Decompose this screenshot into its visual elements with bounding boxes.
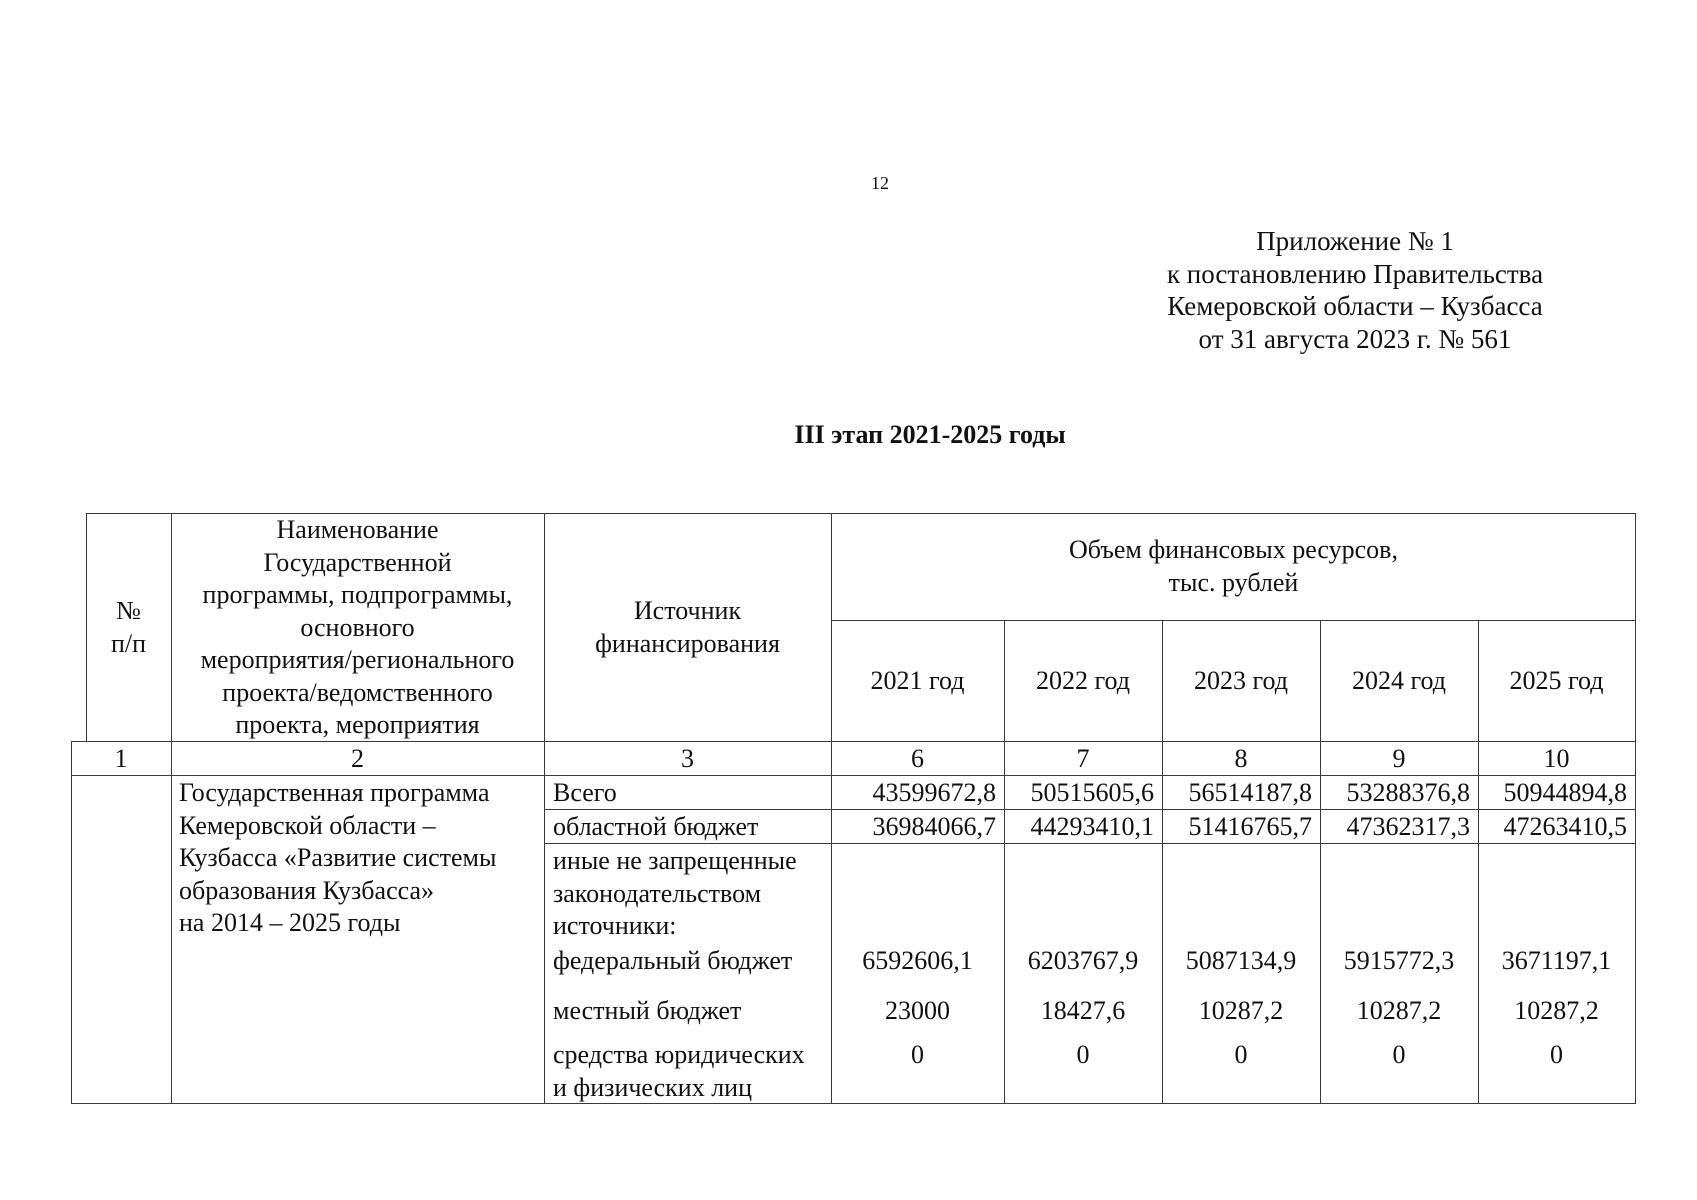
- table-value: 18427,6: [1040, 996, 1126, 1025]
- appendix-line: от 31 августа 2023 г. № 561: [1198, 323, 1512, 354]
- source-label-line: иные не запрещенные: [553, 846, 797, 875]
- source-label-line: средства юридических: [553, 1040, 805, 1069]
- stage-title: III этап 2021-2025 годы: [794, 420, 1066, 449]
- header-name-line: проекта/ведомственного: [222, 677, 493, 707]
- table-border: [831, 620, 1636, 621]
- header-volume: [831, 534, 1636, 599]
- header-source: [544, 595, 831, 660]
- source-label: [553, 845, 797, 943]
- header-name-line: проекта, мероприятия: [235, 710, 480, 739]
- table-value: 36984066,7: [872, 812, 996, 841]
- table-value: 0: [1550, 1040, 1563, 1069]
- header-num-line: №: [116, 596, 141, 625]
- header-source-line: финансирования: [595, 628, 780, 658]
- header-source-line: Источник: [633, 596, 742, 625]
- header-name-line: Государственной: [263, 547, 452, 577]
- appendix-line: Приложение № 1: [1256, 226, 1454, 256]
- source-label-line: законодательством: [553, 878, 762, 908]
- appendix-block: [1115, 225, 1595, 355]
- source-label: федеральный бюджет: [553, 946, 793, 975]
- table-value: 0: [1392, 1040, 1406, 1069]
- table-value: 44293410,1: [1030, 812, 1154, 841]
- table-value: 5915772,3: [1343, 946, 1455, 975]
- column-number: 1: [114, 744, 128, 773]
- source-label: областной бюджет: [553, 812, 759, 841]
- program-name-line: Кемеровской области –: [179, 810, 436, 840]
- header-volume-line: тыс. рублей: [1168, 567, 1299, 597]
- header-year: 2021 год: [870, 666, 965, 695]
- table-value: 10287,2: [1356, 996, 1442, 1025]
- table-value: 47263410,5: [1503, 812, 1627, 841]
- header-year: 2024 год: [1352, 666, 1446, 695]
- program-name: [179, 777, 496, 940]
- table-value: 51416765,7: [1188, 812, 1312, 841]
- column-number: 3: [681, 744, 694, 773]
- program-name-line: на 2014 – 2025 годы: [179, 908, 401, 937]
- header-year: 2022 год: [1036, 666, 1130, 695]
- source-label-line: источники:: [553, 911, 677, 940]
- table-value: 6203767,9: [1027, 946, 1139, 975]
- table-value: 50515605,6: [1030, 778, 1154, 807]
- table-value: 56514187,8: [1188, 778, 1312, 807]
- program-name-line: Кузбасса «Развитие системы: [179, 843, 497, 872]
- column-number: 7: [1076, 744, 1090, 773]
- header-year: 2023 год: [1194, 666, 1288, 695]
- table-value: 5087134,9: [1185, 946, 1297, 975]
- header-name-line: Наименование: [276, 515, 439, 544]
- table-value: 10287,2: [1514, 996, 1599, 1025]
- table-value: 23000: [885, 996, 950, 1025]
- table-value: 10287,2: [1198, 996, 1284, 1025]
- program-name-line: Государственная программа: [179, 778, 490, 807]
- header-num: [86, 595, 171, 660]
- table-value: 0: [911, 1040, 924, 1069]
- source-label-line: и физических лиц: [553, 1072, 753, 1102]
- header-name-line: программы, подпрограммы,: [202, 580, 513, 609]
- column-number: 10: [1543, 744, 1570, 773]
- table-value: 43599672,8: [872, 778, 996, 807]
- header-name-line: мероприятия/регионального: [200, 645, 515, 674]
- column-number: 6: [911, 744, 924, 773]
- table-border: [71, 741, 72, 1103]
- program-name-line: образования Кузбасса»: [179, 875, 435, 905]
- source-label: местный бюджет: [553, 996, 742, 1025]
- table-value: 50944894,8: [1503, 778, 1627, 807]
- column-number: 2: [351, 744, 364, 773]
- appendix-line: к постановлению Правительства: [1166, 258, 1544, 289]
- header-num-line: п/п: [110, 628, 147, 658]
- appendix-line: Кемеровской области – Кузбасса: [1167, 291, 1543, 321]
- header-name-line: основного: [300, 612, 415, 642]
- header-name: [171, 514, 544, 742]
- source-label: Всего: [553, 778, 617, 807]
- table-border: [1635, 513, 1636, 1103]
- column-number: 9: [1392, 744, 1406, 773]
- table-value: 47362317,3: [1346, 812, 1470, 841]
- header-year: 2025 год: [1509, 666, 1604, 695]
- header-volume-line: Объем финансовых ресурсов,: [1069, 535, 1398, 564]
- source-label: [553, 1039, 805, 1104]
- table-border: [71, 1103, 1636, 1104]
- table-value: 0: [1234, 1040, 1248, 1069]
- table-value: 53288376,8: [1346, 778, 1470, 807]
- page-number: 12: [871, 173, 889, 193]
- column-number: 8: [1234, 744, 1248, 773]
- table-value: 3671197,1: [1501, 946, 1612, 975]
- table-value: 6592606,1: [862, 946, 973, 975]
- table-value: 0: [1076, 1040, 1090, 1069]
